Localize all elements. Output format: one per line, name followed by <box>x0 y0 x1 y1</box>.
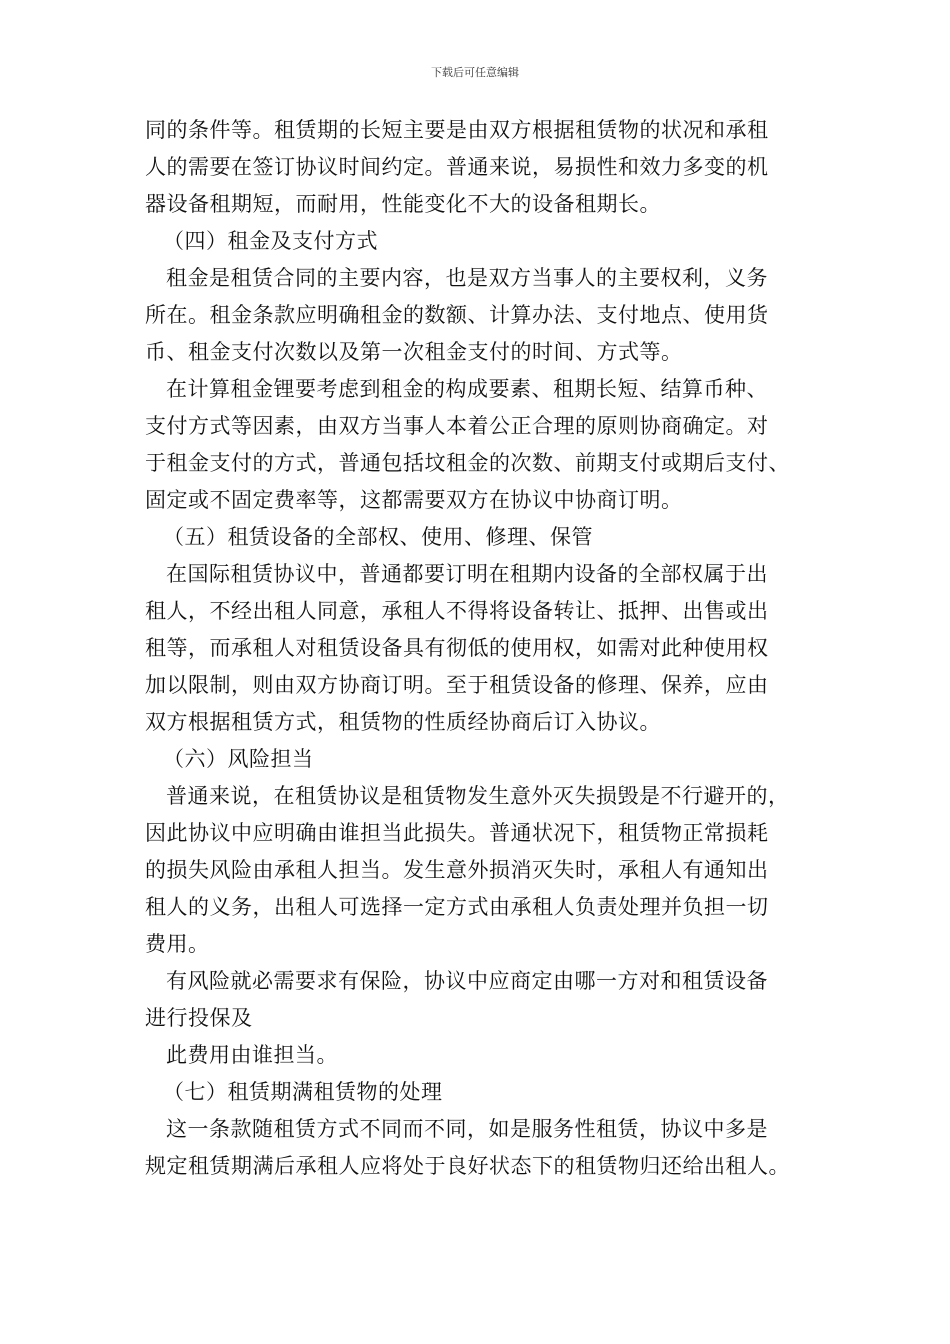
text-line: 币、租金支付次数以及第一次租金支付的时间、方式等。 <box>145 340 683 364</box>
paragraph-start: 普通来说，在租赁协议是租赁物发生意外灭失损毁是不行避开的， <box>166 784 790 808</box>
paragraph-start: 在计算租金锂要考虑到租金的构成要素、租期长短、结算币种、 <box>166 377 768 401</box>
text-line: 规定租赁期满后承租人应将处于良好状态下的租赁物归还给出租人。 <box>145 1154 790 1178</box>
page-header: 下载后可任意编辑 <box>431 66 519 79</box>
text-line: 所在。租金条款应明确租金的数额、计算办法、支付地点、使用货 <box>145 303 769 327</box>
text-line: 因此协议中应明确由谁担当此损失。普通状况下，租赁物正常损耗 <box>145 821 769 845</box>
section-heading: （七）租赁期满租赁物的处理 <box>163 1080 443 1104</box>
text-line: 支付方式等因素，由双方当事人本着公正合理的原则协商确定。对 <box>145 414 769 438</box>
text-line: 双方根据租赁方式，租赁物的性质经协商后订入协议。 <box>145 710 661 734</box>
text-line: 固定或不固定费率等，这都需要双方在协议中协商订明。 <box>145 488 683 512</box>
text-line: 的损失风险由承租人担当。发生意外损消灭失时，承租人有通知出 <box>145 858 769 882</box>
document-body <box>145 112 825 1185</box>
section-heading: （六）风险担当 <box>163 747 314 771</box>
text-line: 于租金支付的方式，普通包括坟租金的次数、前期支付或期后支付、 <box>145 451 790 475</box>
text-line: 租等，而承租人对租赁设备具有彻低的使用权，如需对此种使用权 <box>145 636 769 660</box>
paragraph-start: 在国际租赁协议中，普通都要订明在租期内设备的全部权属于出 <box>166 562 768 586</box>
paragraph-start: 这一条款随租赁方式不同而不同，如是服务性租赁，协议中多是 <box>166 1117 768 1141</box>
text-line: 租人的义务，出租人可选择一定方式由承租人负责处理并负担一切 <box>145 895 769 919</box>
text-line: 租人，不经出租人同意，承租人不得将设备转让、抵押、出售或出 <box>145 599 769 623</box>
text-line: 加以限制，则由双方协商订明。至于租赁设备的修理、保养，应由 <box>145 673 769 697</box>
text-line: 费用。 <box>145 932 210 956</box>
text-line: 人的需要在签订协议时间约定。普通来说，易损性和效力多变的机 <box>145 155 769 179</box>
section-heading: （五）租赁设备的全部权、使用、修理、保管 <box>163 525 593 549</box>
text-line: 同的条件等。租赁期的长短主要是由双方根据租赁物的状况和承租 <box>145 118 769 142</box>
text-line: 器设备租期短，而耐用，性能变化不大的设备租期长。 <box>145 192 661 216</box>
paragraph-start: 此费用由谁担当。 <box>166 1043 338 1067</box>
text-line: 进行投保及 <box>145 1006 253 1030</box>
paragraph-start: 有风险就必需要求有保险，协议中应商定由哪一方对和租赁设备 <box>166 969 768 993</box>
paragraph-start: 租金是租赁合同的主要内容，也是双方当事人的主要权利，义务 <box>166 266 768 290</box>
section-heading: （四）租金及支付方式 <box>163 229 378 253</box>
